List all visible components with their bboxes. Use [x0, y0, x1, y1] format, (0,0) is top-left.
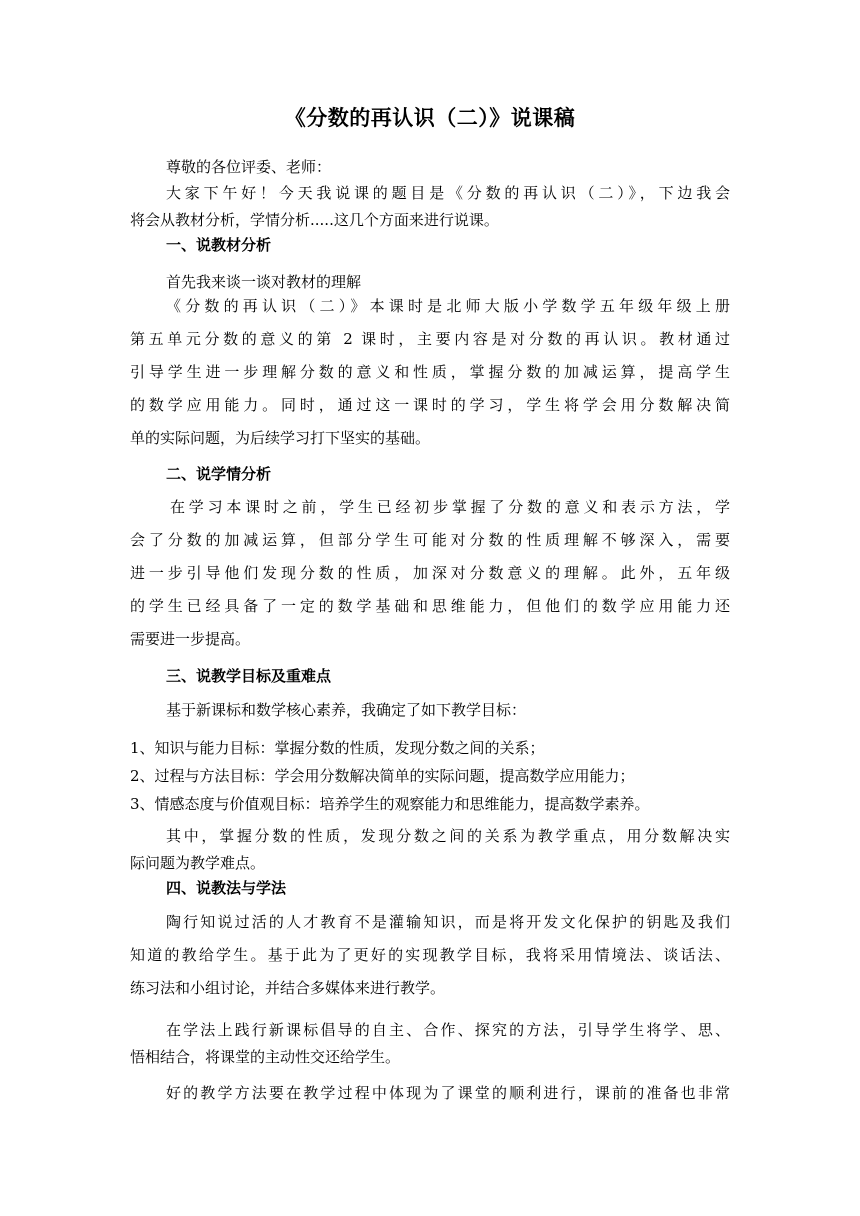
section2-para-line-2: 会了分数的加减运算，但部分学生可能对分数的性质理解不够深入，需要 — [130, 531, 730, 549]
section1-para-line-4: 的数学应用能力。同时，通过这一课时的学习，学生将学会用分数解决简 — [130, 396, 730, 414]
section2-heading: 二、说学情分析 — [166, 465, 272, 483]
goal-item-1: 1、知识与能力目标：掌握分数的性质，发现分数之间的关系； — [130, 739, 545, 757]
section3-lead: 基于新课标和数学核心素养，我确定了如下教学目标： — [166, 701, 527, 719]
section4-p3-line-1: 好的教学方法要在教学过程中体现为了课堂的顺利进行，课前的准备也非常 — [166, 1084, 730, 1102]
section1-para-line-2: 第五单元分数的意义的第 2 课时，主要内容是对分数的再认识。教材通过 — [130, 330, 730, 348]
section4-heading: 四、说教法与学法 — [166, 879, 287, 897]
section2-para-line-1: 在学习本课时之前，学生已经初步掌握了分数的意义和表示方法，学 — [170, 498, 730, 516]
section3-heading: 三、说教学目标及重难点 — [166, 667, 332, 685]
section4-p2-line-2: 悟相结合，将课堂的主动性交还给学生。 — [130, 1048, 401, 1066]
focus-line-1: 其中，掌握分数的性质，发现分数之间的关系为教学重点，用分数解决实 — [166, 827, 730, 845]
section1-para-line-1: 《分数的再认识（二）》本课时是北师大版小学数学五年级年级上册 — [166, 297, 730, 315]
section1-heading: 一、说教材分析 — [166, 236, 272, 254]
section4-p2-line-1: 在学法上践行新课标倡导的自主、合作、探究的方法，引导学生将学、思、 — [166, 1021, 730, 1039]
intro-line-1: 大家下午好！今天我说课的题目是《分数的再认识（二）》，下边我会 — [166, 184, 730, 202]
section4-p1-line-1: 陶行知说过活的人才教育不是灌输知识，而是将开发文化保护的钥匙及我们 — [166, 913, 730, 931]
section1-para-line-5: 单的实际问题，为后续学习打下坚实的基础。 — [130, 429, 431, 447]
section2-para-line-3: 进一步引导他们发现分数的性质，加深对分数意义的理解。此外，五年级 — [130, 564, 730, 582]
section2-para-line-4: 的学生已经具备了一定的数学基础和思维能力，但他们的数学应用能力还 — [130, 597, 730, 615]
intro-line-2: 将会从教材分析，学情分析.....这几个方面来进行说课。 — [130, 211, 499, 229]
section1-para-line-3: 引导学生进一步理解分数的意义和性质，掌握分数的加减运算，提高学生 — [130, 363, 730, 381]
section2-para-line-5: 需要进一步提高。 — [130, 630, 251, 648]
section4-p1-line-2: 知道的教给学生。基于此为了更好的实现教学目标，我将采用情境法、谈话法、 — [130, 946, 730, 964]
section1-lead: 首先我来谈一谈对教材的理解 — [166, 273, 362, 291]
focus-line-2: 际问题为教学难点。 — [130, 854, 266, 872]
section4-p1-line-3: 练习法和小组讨论，并结合多媒体来进行教学。 — [130, 979, 446, 997]
document-title: 《分数的再认识（二）》说课稿 — [284, 105, 576, 130]
goal-item-2: 2、过程与方法目标：学会用分数解决简单的实际问题，提高数学应用能力； — [130, 767, 635, 785]
goal-item-3: 3、情感态度与价值观目标：培养学生的观察能力和思维能力，提高数学素养。 — [130, 795, 650, 813]
greeting-line: 尊敬的各位评委、老师： — [166, 158, 332, 176]
